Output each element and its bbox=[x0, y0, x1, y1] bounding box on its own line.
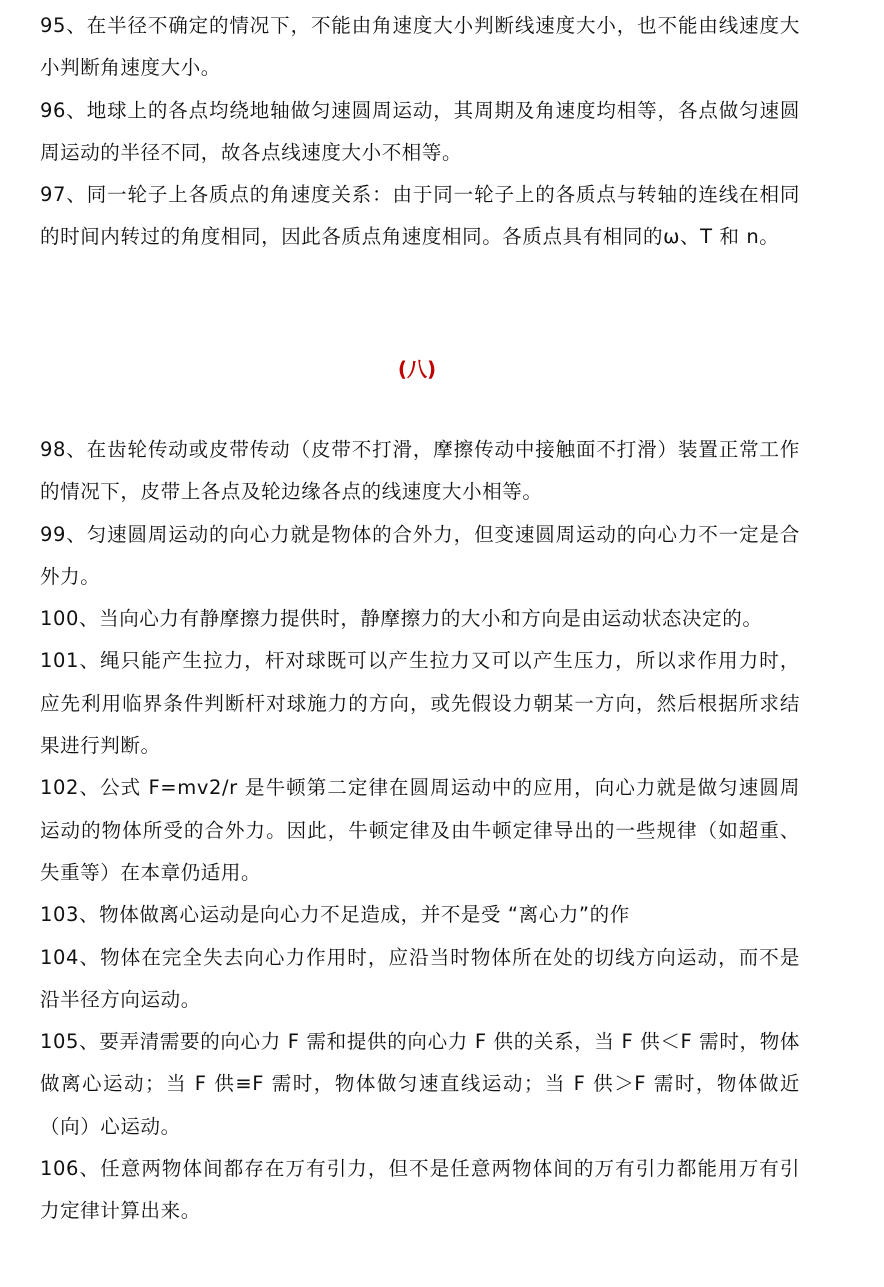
section-heading: (八) bbox=[397, 357, 437, 381]
paragraph-96: 96、地球上的各点均绕地轴做匀速圆周运动，其周期及角速度均相等，各点做匀速圆周运动的半径不同，故各点线速度大小不相等。 bbox=[40, 98, 800, 164]
paragraph-group-top bbox=[40, 5, 800, 259]
paragraph-97: 97、同一轮子上各质点的角速度关系：由于同一轮子上的各质点与转轴的连线在相同的时间内转过的角度相同，因此各质点角速度相同。各质点具有相同的ω、T 和 n。 bbox=[40, 183, 800, 249]
paragraph-group-bottom bbox=[40, 429, 800, 1233]
paragraph-105: 105、要弄清需要的向心力 F 需和提供的向心力 F 供的关系，当 F 供＜F 需时，物体做离心运动；当 F 供≡F 需时，物体做匀速直线运动；当 F 供＞F 需时，物体做近（向）心运动。 bbox=[40, 1030, 800, 1138]
paragraph-101: 101、绳只能产生拉力，杆对球既可以产生拉力又可以产生压力，所以求作用力时，应先利用临界条件判断杆对球施力的方向，或先假设力朝某一方向，然后根据所求结果进行判断。 bbox=[40, 649, 800, 758]
paragraph-103: 103、物体做离心运动是向心力不足造成，并不是受 “离心力”的作 bbox=[40, 903, 630, 927]
paragraph-98: 98、在齿轮传动或皮带传动（皮带不打滑，摩擦传动中接触面不打滑）装置正常工作的情况下，皮带上各点及轮边缘各点的线速度大小相等。 bbox=[40, 438, 800, 504]
paragraph-104: 104、物体在完全失去向心力作用时，应沿当时物体所在处的切线方向运动，而不是沿半径方向运动。 bbox=[40, 945, 800, 1011]
paragraph-99: 99、匀速圆周运动的向心力就是物体的合外力，但变速圆周运动的向心力不一定是合外力。 bbox=[40, 522, 800, 588]
paragraph-102: 102、公式 F=mv2/r 是牛顿第二定律在圆周运动中的应用，向心力就是做匀速圆周运动的物体所受的合外力。因此，牛顿定律及由牛顿定律导出的一些规律（如超重、失重等）在本章仍适用。 bbox=[40, 776, 800, 884]
paragraph-95: 95、在半径不确定的情况下，不能由角速度大小判断线速度大小，也不能由线速度大小判断角速度大小。 bbox=[40, 14, 800, 80]
paragraph-106: 106、任意两物体间都存在万有引力，但不是任意两物体间的万有引力都能用万有引力定律计算出来。 bbox=[40, 1157, 800, 1223]
paragraph-100: 100、当向心力有静摩擦力提供时，静摩擦力的大小和方向是由运动状态决定的。 bbox=[40, 607, 763, 631]
